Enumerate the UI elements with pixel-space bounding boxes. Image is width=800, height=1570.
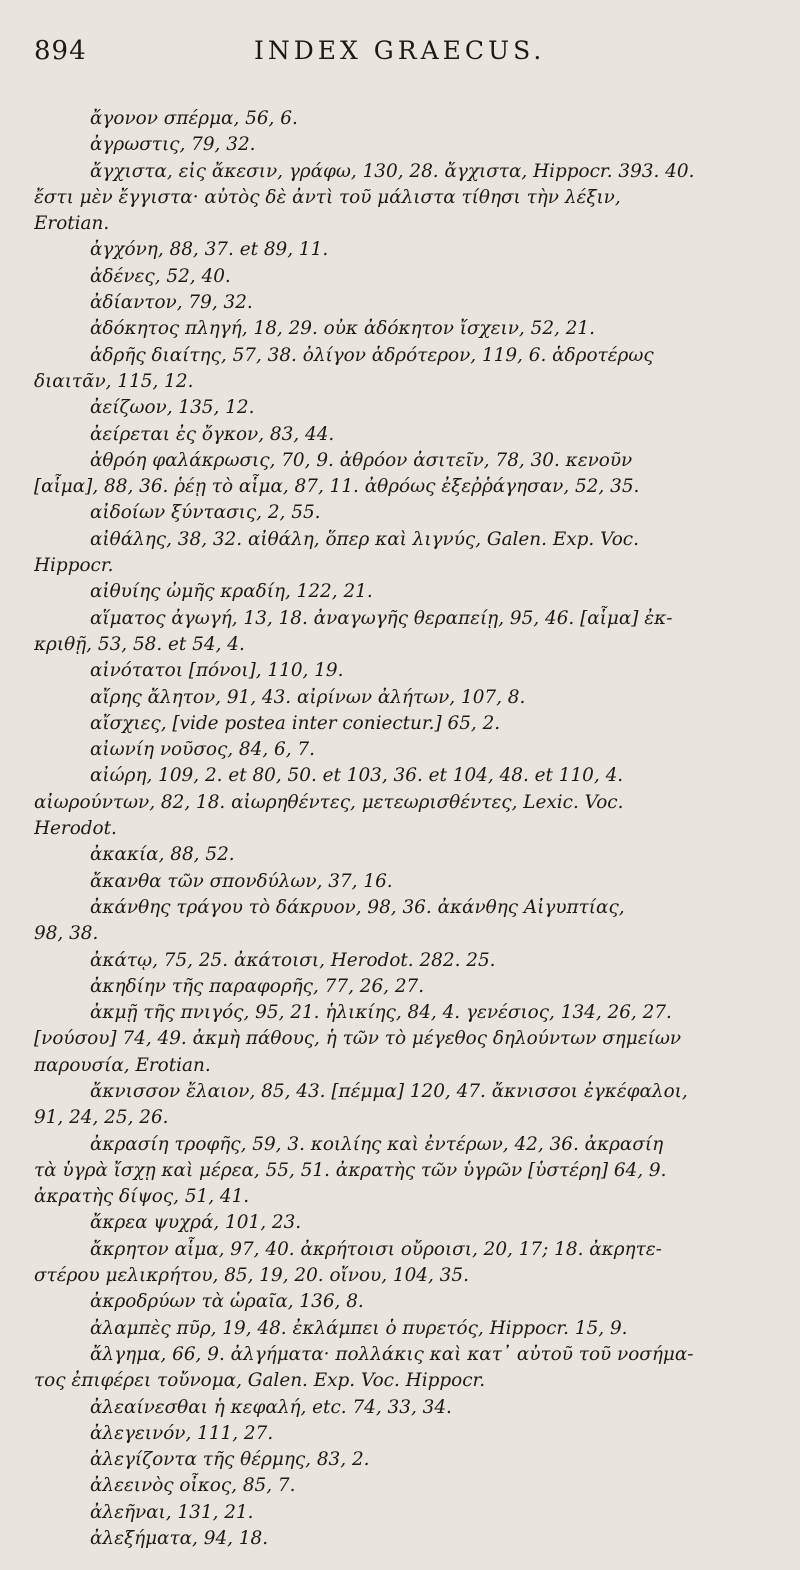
index-entry-line: ἀλεαίνεσθαι ἡ κεφαλή, etc. 74, 33, 34. — [90, 1396, 452, 1418]
index-entry-line: αἰώρη, 109, 2. et 80, 50. et 103, 36. et 104, 48. et 110, 4. — [90, 765, 624, 787]
index-continuation-line: τος ἐπιφέρει τοὔνομα, Galen. Exp. Voc. Hippocr. — [34, 1370, 486, 1392]
index-entry-line: ἄγχιστα, εἰς ἄκεσιν, γράφω, 130, 28. ἄγχιστα, Hippocr. 393. 40. — [90, 160, 695, 182]
index-entry-line: ἀκρασίη τροφῆς, 59, 3. κοιλίης καὶ ἐντέρων, 42, 36. ἀκρασίη — [90, 1133, 664, 1155]
index-continuation-line: Erotian. — [34, 213, 110, 235]
index-entry-line: ἀκάνθης τράγου τὸ δάκρυον, 98, 36. ἀκάνθης Αἰγυπτίας, — [90, 896, 625, 918]
index-entry-line: ἀθρόη φαλάκρωσις, 70, 9. ἀθρόον ἀσιτεῖν, 78, 30. κενοῦν — [90, 449, 633, 471]
index-continuation-line: διαιτᾶν, 115, 12. — [34, 370, 194, 392]
index-continuation-line: παρουσία, Erotian. — [34, 1054, 211, 1076]
index-entry-line: ἁδρῆς διαίτης, 57, 38. ὀλίγον ἁδρότερον, 119, 6. ἁδροτέρως — [90, 344, 654, 366]
index-entry-line: ἀείζωον, 135, 12. — [90, 397, 255, 419]
index-entry-line: ἀείρεται ἐς ὄγκον, 83, 44. — [90, 423, 335, 445]
index-entry-line: ἀλεγεινόν, 111, 27. — [90, 1422, 274, 1444]
index-entry-line: ἀκάτῳ, 75, 25. ἀκάτοισι, Herodot. 282. 25. — [90, 949, 496, 971]
page-header — [34, 36, 780, 92]
index-continuation-line: Herodot. — [34, 818, 117, 840]
index-entry-line: ἀδίαντον, 79, 32. — [90, 292, 253, 314]
index-entry-line: ἀλεξήματα, 94, 18. — [90, 1528, 269, 1550]
index-entry-line: ἀγχόνη, 88, 37. et 89, 11. — [90, 239, 329, 261]
index-entry-line: αἰνότατοι [πόνοι], 110, 19. — [90, 660, 344, 682]
index-entry-line: ἄγονον σπέρμα, 56, 6. — [90, 108, 298, 129]
index-entry-line: ἄλγημα, 66, 9. ἀλγήματα· πολλάκις καὶ κατ᾽ αὐτοῦ τοῦ νοσήμα- — [90, 1343, 694, 1365]
index-continuation-line: Hippocr. — [34, 555, 114, 577]
index-entry-line: ἀλεεινὸς οἶκος, 85, 7. — [90, 1475, 296, 1497]
index-entry-line: ἀκροδρύων τὰ ὡραῖα, 136, 8. — [90, 1291, 364, 1313]
index-entry-line: ἄκρητον αἷμα, 97, 40. ἀκρήτοισι οὔροισι, 20, 17; 18. ἀκρητε- — [90, 1238, 662, 1260]
index-entry-line: αἰωνίη νοῦσος, 84, 6, 7. — [90, 739, 315, 761]
index-entry-line: ἀγρωστις, 79, 32. — [90, 134, 256, 156]
index-entry-line: ἀκακία, 88, 52. — [90, 844, 235, 866]
index-entry-line: ἀκηδίην τῆς παραφορῆς, 77, 26, 27. — [90, 975, 425, 997]
index-entry-line: αἴσχιες, [vide postea inter coniectur.] 65, 2. — [90, 712, 501, 734]
index-continuation-line: [νούσου] 74, 49. ἀκμὴ πάθους, ἡ τῶν τὸ μέγεθος δηλούντων σημείων — [34, 1028, 682, 1050]
index-entry-line: ἄκρεα ψυχρά, 101, 23. — [90, 1212, 302, 1234]
index-entry-line: ἀκμῇ τῆς πνιγός, 95, 21. ἡλικίης, 84, 4. γενέσιος, 134, 26, 27. — [90, 1002, 672, 1024]
index-continuation-line: 98, 38. — [34, 923, 99, 945]
index-entry-line: ἄκνισσον ἔλαιον, 85, 43. [πέμμα] 120, 47. ἄκνισσοι ἐγκέφαλοι, — [90, 1080, 688, 1102]
running-head: INDEX GRAECUS. — [254, 36, 546, 65]
index-entry-line: αἴρης ἄλητον, 91, 43. αἰρίνων ἀλήτων, 107, 8. — [90, 686, 526, 708]
index-continuation-line: τὰ ὑγρὰ ἴσχῃ καὶ μέρεα, 55, 51. ἀκρατὴς τῶν ὑγρῶν [ὑστέρη] 64, 9. — [34, 1159, 667, 1181]
index-continuation-line: ἔστι μὲν ἔγγιστα· αὐτὸς δὲ ἀντὶ τοῦ μάλιστα τίθησι τὴν λέξιν, — [34, 186, 621, 208]
index-entry-line: ἀδόκητος πληγή, 18, 29. οὐκ ἀδόκητον ἴσχειν, 52, 21. — [90, 318, 595, 340]
index-entry-line: ἀδένες, 52, 40. — [90, 265, 231, 287]
index-entry-line: ἀλεῆναι, 131, 21. — [90, 1501, 254, 1523]
index-entry-line: αἰδοίων ξύντασις, 2, 55. — [90, 502, 321, 524]
index-entry-line: αἰθάλης, 38, 32. αἰθάλη, ὅπερ καὶ λιγνύς, Galen. Exp. Voc. — [90, 528, 639, 550]
index-entry-line: αἰθυίης ὠμῆς κραδίη, 122, 21. — [90, 581, 373, 603]
index-entry-line: ἀλεγίζοντα τῆς θέρμης, 83, 2. — [90, 1449, 370, 1471]
index-entry-line: ἄκανθα τῶν σπονδύλων, 37, 16. — [90, 870, 393, 892]
index-continuation-line: αἰωρούντων, 82, 18. αἰωρηθέντες, μετεωρισθέντες, Lexic. Voc. — [34, 791, 624, 813]
index-entries — [34, 106, 780, 1552]
index-entry-line: αἵματος ἀγωγή, 13, 18. ἀναγωγῆς θεραπείῃ, 95, 46. [αἷμα] ἐκ- — [90, 607, 673, 629]
index-continuation-line: κριθῇ, 53, 58. et 54, 4. — [34, 633, 245, 655]
index-continuation-line: ἀκρατὴς δίψος, 51, 41. — [34, 1186, 250, 1208]
index-continuation-line: [αἷμα], 88, 36. ῥέῃ τὸ αἷμα, 87, 11. ἀθρόως ἐξεῤῥάγησαν, 52, 35. — [34, 476, 640, 498]
page-number: 894 — [34, 36, 87, 66]
index-continuation-line: 91, 24, 25, 26. — [34, 1107, 169, 1129]
index-entry-line: ἀλαμπὲς πῦρ, 19, 48. ἐκλάμπει ὁ πυρετός, Hippocr. 15, 9. — [90, 1317, 628, 1339]
index-continuation-line: στέρου μελικρήτου, 85, 19, 20. οἴνου, 104, 35. — [34, 1265, 469, 1287]
